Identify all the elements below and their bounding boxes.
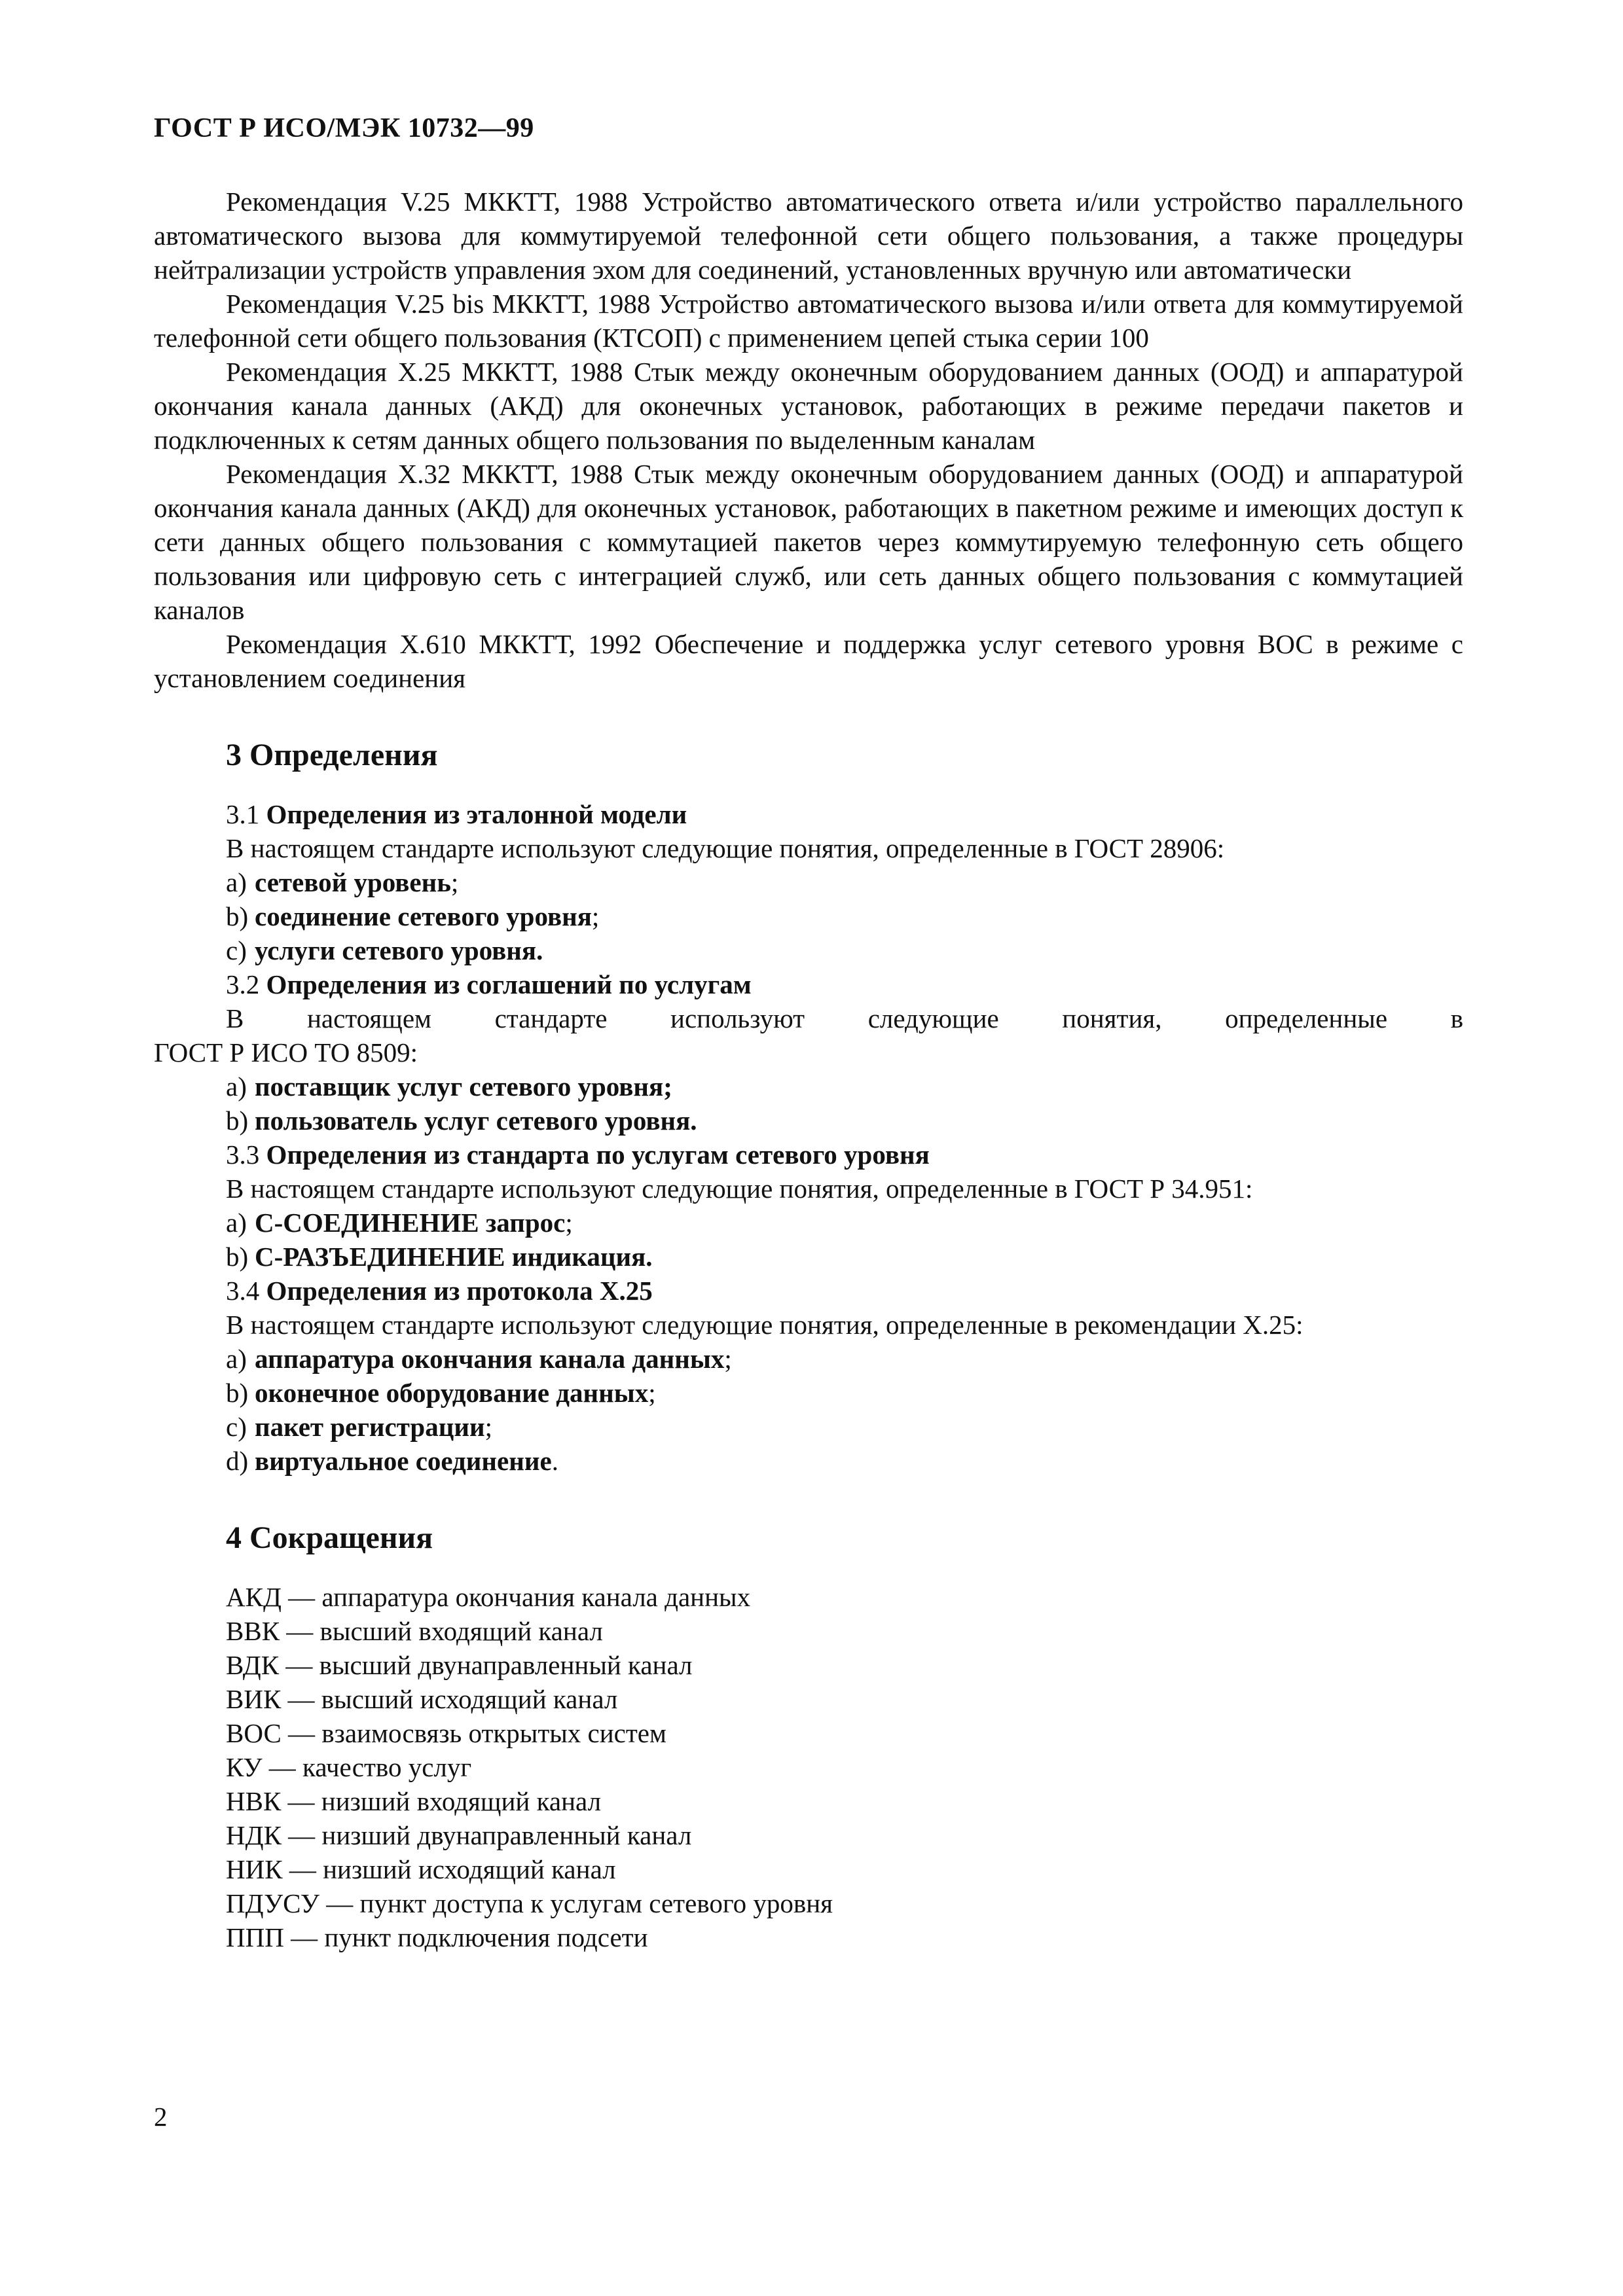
term: С-СОЕДИНЕНИЕ запрос (255, 1208, 566, 1238)
reference-x25: Рекомендация X.25 МККТТ, 1988 Стык между оконечным оборудованием данных (ООД) и аппаратурой окончания канала данных (АКД) для оконечных установок, работающих в режиме передачи пакетов и подключенных к сетям данных общего пользования по выделенным каналам (154, 357, 1463, 455)
subsection-number: 3.2 (226, 969, 260, 999)
abbreviation-item: ВОС — взаимосвязь открытых систем (226, 1718, 666, 1748)
subsection-3-2 (154, 967, 1463, 1138)
subsection-number: 3.4 (226, 1276, 260, 1306)
list-item: b) С-РАЗЪЕДИНЕНИЕ индикация. (226, 1242, 653, 1272)
term: виртуальное соединение (255, 1446, 552, 1476)
term: поставщик услуг сетевого уровня; (255, 1071, 672, 1102)
term: соединение сетевого уровня (255, 901, 592, 931)
list-item: a) поставщик услуг сетевого уровня; (226, 1071, 672, 1102)
abbreviation-item: ПДУСУ — пункт доступа к услугам сетевого уровня (226, 1888, 833, 1918)
abbreviations-list (154, 1580, 1463, 1954)
list-item: b) соединение сетевого уровня; (226, 901, 600, 931)
subsection-title: Определения из соглашений по услугам (266, 969, 752, 999)
abbreviation-item: ВДК — высший двунаправленный канал (226, 1650, 693, 1680)
list-item: a) С-СОЕДИНЕНИЕ запрос; (226, 1208, 573, 1238)
subsection-number: 3.1 (226, 799, 260, 829)
page-content (154, 185, 1463, 1954)
abbreviation-item: АКД — аппаратура окончания канала данных (226, 1582, 751, 1612)
subsection-title: Определения из протокола X.25 (266, 1276, 653, 1306)
subsection-intro: В настоящем стандарте используют следующие понятия, определенные в (226, 1003, 1464, 1033)
subsection-title: Определения из стандарта по услугам сетевого уровня (266, 1139, 930, 1170)
subsection-number: 3.3 (226, 1139, 260, 1170)
term: аппаратура окончания канала данных (255, 1344, 725, 1374)
document-header: ГОСТ Р ИСО/МЭК 10732—99 (154, 113, 534, 143)
reference-v25: Рекомендация V.25 МККТТ, 1988 Устройство автоматического ответа и/или устройство параллельного автоматического вызова для коммутируемой телефонной сети общего пользования, а также процедуры нейтрализации устройств управления эхом для соединений, установленных вручную или автоматически (154, 187, 1463, 285)
references-list (154, 185, 1463, 695)
term: пользователь услуг сетевого уровня. (255, 1105, 697, 1136)
subsection-3-1 (154, 797, 1463, 967)
list-item: b) оконечное оборудование данных; (226, 1378, 656, 1408)
subsection-3-4 (154, 1274, 1463, 1478)
abbreviation-item: ВВК — высший входящий канал (226, 1616, 603, 1646)
list-item: c) пакет регистрации; (226, 1412, 492, 1442)
list-item: a) сетевой уровень; (226, 867, 459, 897)
abbreviation-item: НВК — низший входящий канал (226, 1786, 602, 1816)
term: оконечное оборудование данных (255, 1378, 649, 1408)
subsection-title: Определения из эталонной модели (266, 799, 687, 829)
term: сетевой уровень (255, 867, 451, 897)
subsection-intro: В настоящем стандарте используют следующие понятия, определенные в ГОСТ Р 34.951: (226, 1174, 1253, 1204)
subsection-intro: В настоящем стандарте используют следующие понятия, определенные в рекомендации X.25: (226, 1310, 1304, 1340)
subsection-intro: В настоящем стандарте используют следующие понятия, определенные в ГОСТ 28906: (226, 833, 1225, 863)
list-item: c) услуги сетевого уровня. (226, 935, 543, 965)
section-3-title: 3 Определения (226, 738, 438, 772)
reference-v25bis: Рекомендация V.25 bis МККТТ, 1988 Устройство автоматического вызова и/или ответа для коммутируемой телефонной сети общего пользования (КТСОП) с применением цепей стыка серии 100 (154, 289, 1463, 353)
subsection-intro-continued: ГОСТ Р ИСО ТО 8509: (154, 1037, 418, 1067)
abbreviation-item: НИК — низший исходящий канал (226, 1854, 616, 1884)
subsection-3-3 (154, 1138, 1463, 1274)
reference-x32: Рекомендация X.32 МККТТ, 1988 Стык между оконечным оборудованием данных (ООД) и аппаратурой окончания канала данных (АКД) для оконечных установок, работающих в пакетном режиме и имеющих доступ к сети данных общего пользования с коммутацией пакетов через коммутируемую телефонную сеть общего пользования или цифровую сеть с интеграцией служб, или сеть данных общего пользования с коммутацией каналов (154, 459, 1463, 625)
abbreviation-item: ВИК — высший исходящий канал (226, 1684, 618, 1714)
term: услуги сетевого уровня. (255, 935, 543, 965)
reference-x610: Рекомендация X.610 МККТТ, 1992 Обеспечение и поддержка услуг сетевого уровня ВОС в режиме с установлением соединения (154, 629, 1463, 693)
abbreviation-item: НДК — низший двунаправленный канал (226, 1820, 692, 1850)
term: С-РАЗЪЕДИНЕНИЕ индикация. (255, 1242, 653, 1272)
abbreviation-item: КУ — качество услуг (226, 1752, 472, 1782)
term: пакет регистрации (255, 1412, 485, 1442)
list-item: b) пользователь услуг сетевого уровня. (226, 1105, 697, 1136)
list-item: d) виртуальное соединение. (226, 1446, 558, 1476)
section-4-title: 4 Сокращения (226, 1520, 433, 1555)
list-item: a) аппаратура окончания канала данных; (226, 1344, 732, 1374)
page-number: 2 (154, 2102, 168, 2132)
abbreviation-item: ППП — пункт подключения подсети (226, 1922, 648, 1952)
